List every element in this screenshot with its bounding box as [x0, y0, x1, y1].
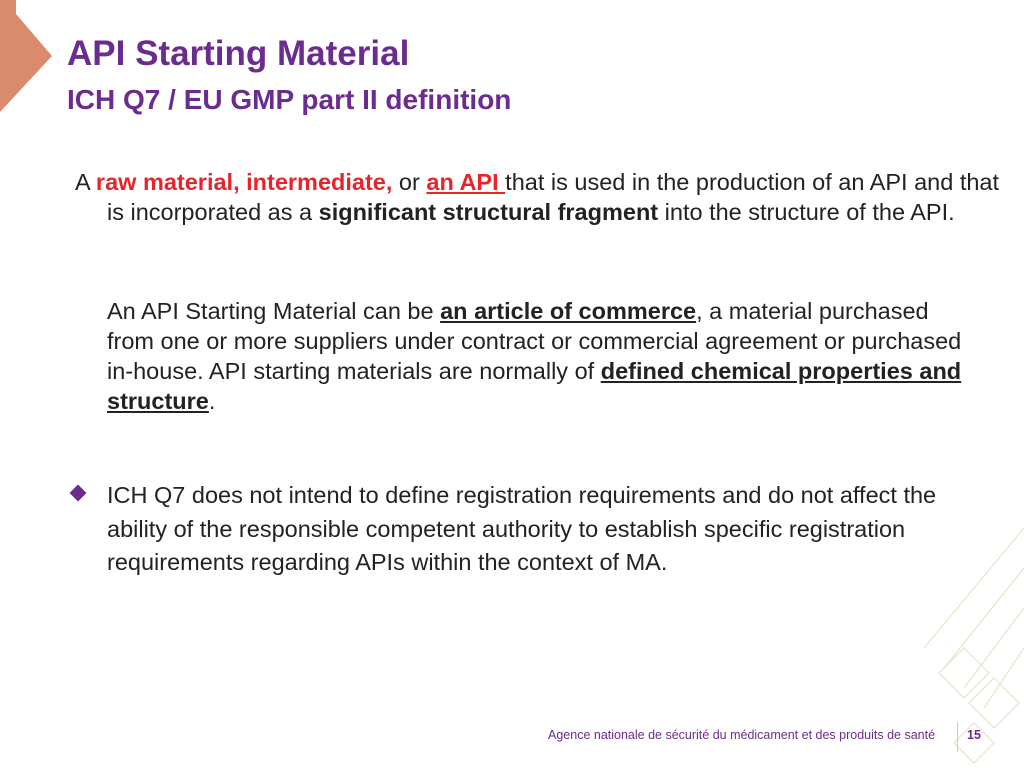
- article-of-commerce-emphasis: an article of commerce: [440, 298, 697, 324]
- page-number: 15: [967, 728, 981, 742]
- significant-fragment-emphasis: significant structural fragment: [318, 199, 659, 225]
- an-api-highlight: an API: [426, 169, 506, 195]
- definition-prefix: A: [75, 169, 96, 195]
- raw-material-highlight: raw material, intermediate,: [95, 169, 393, 195]
- definition-text-1: that is used in the production of an API and that is incorporated as a: [107, 169, 1000, 225]
- definition-text-2: into the structure of the API.: [658, 199, 955, 225]
- corner-decoration: [0, 0, 58, 112]
- paragraph2-text-1: An API Starting Material can be: [107, 298, 441, 324]
- footer-divider: [957, 722, 958, 752]
- defined-properties-emphasis: defined chemical properties and structure: [107, 358, 962, 414]
- slide-title: API Starting Material: [67, 34, 410, 73]
- bullet-text: ICH Q7 does not intend to define registration requirements and do not affect the ability of the responsible competent authority to establish specific registration requirements regarding APIs within the context of MA.: [107, 482, 937, 575]
- definition-paragraph: [75, 167, 1007, 227]
- diamond-bullet-icon: [70, 485, 87, 502]
- footer-agency: Agence nationale de sécurité du médicament et des produits de santé: [548, 728, 936, 742]
- definition-or: or: [392, 169, 427, 195]
- slide-subtitle: ICH Q7 / EU GMP part II definition: [67, 84, 512, 115]
- paragraph2-text-2: , a material purchased from one or more suppliers under contract or commercial agreement or purchased in-house. API starting materials are normally of: [107, 298, 962, 384]
- paragraph2-text-3: .: [208, 388, 216, 414]
- starting-material-paragraph: [107, 296, 977, 416]
